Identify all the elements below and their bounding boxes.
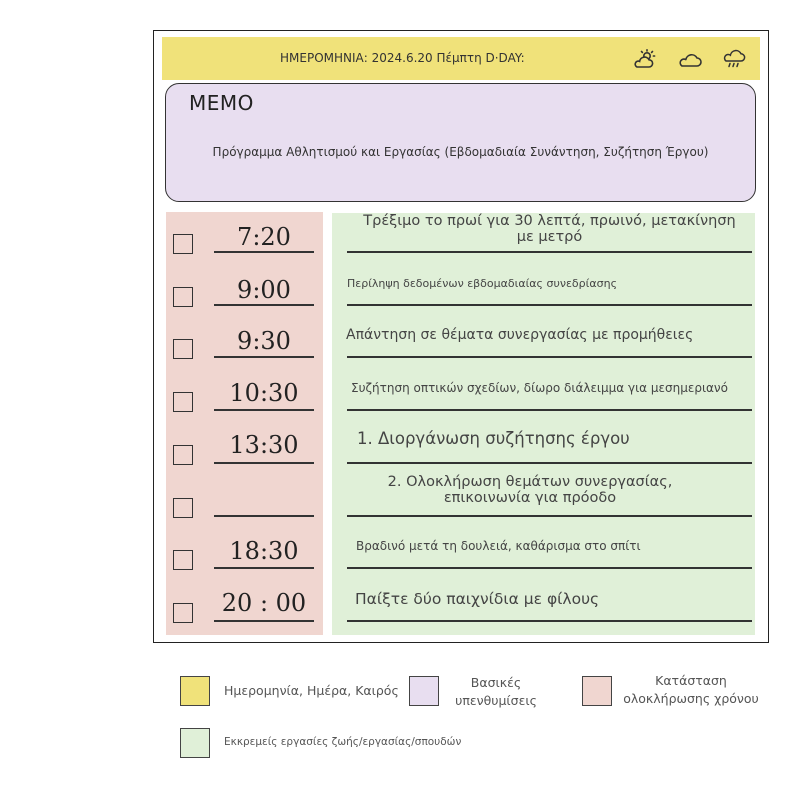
task-text: Παίξτε δύο παιχνίδια με φίλους [355, 590, 600, 608]
time-underline [214, 462, 314, 464]
task-checkbox[interactable] [173, 498, 193, 518]
task-underline [347, 304, 752, 306]
task-underline [347, 409, 752, 411]
task-underline [347, 251, 752, 253]
task-checkbox[interactable] [173, 392, 193, 412]
task-underline [347, 356, 752, 358]
legend-swatch-time-status [582, 676, 612, 706]
task-text: Βραδινό μετά τη δουλειά, καθάρισμα στο σπίτι [356, 539, 641, 553]
legend-label-reminders: Βασικές υπενθυμίσεις [455, 675, 537, 708]
sun-cloud-icon[interactable] [632, 49, 658, 69]
cloud-rain-icon[interactable] [721, 49, 747, 69]
task-checkbox[interactable] [173, 339, 193, 359]
time-slot: 7:20 [237, 223, 291, 251]
time-underline [214, 620, 314, 622]
memo-title: MEMO [189, 91, 254, 115]
time-underline [214, 515, 314, 517]
task-text: 2. Ολοκλήρωση θεμάτων συνεργασίας, επικοινωνία για πρόοδο [387, 474, 673, 506]
task-checkbox[interactable] [173, 550, 193, 570]
time-slot: 13:30 [229, 431, 299, 459]
task-text: Περίληψη δεδομένων εβδομαδιαίας συνεδρίασης [347, 277, 618, 290]
memo-text: Πρόγραμμα Αθλητισμού και Εργασίας (Εβδομαδιαία Συνάντηση, Συζήτηση Έργου) [212, 145, 709, 159]
time-slot: 20 : 00 [221, 589, 307, 617]
time-slot: 10:30 [229, 379, 299, 407]
task-underline [347, 515, 752, 517]
time-slot: 9:30 [237, 327, 291, 355]
task-underline [347, 462, 752, 464]
task-text: Απάντηση σε θέματα συνεργασίας με προμήθειες [346, 327, 694, 343]
task-checkbox[interactable] [173, 234, 193, 254]
time-slot: 9:00 [237, 276, 291, 304]
time-underline [214, 251, 314, 253]
date-weather-header [162, 37, 760, 80]
memo-box [165, 83, 756, 202]
time-slot: 18:30 [229, 537, 299, 565]
task-checkbox[interactable] [173, 603, 193, 623]
legend-label-date: Ημερομηνία, Ημέρα, Καιρός [224, 683, 399, 698]
task-checkbox[interactable] [173, 287, 193, 307]
time-underline [214, 409, 314, 411]
legend-swatch-reminders [409, 676, 439, 706]
task-text: Τρέξιμο το πρωί για 30 λεπτά, πρωινό, μετακίνηση με μετρό [363, 213, 736, 245]
date-line: ΗΜΕΡΟΜΗΝΙΑ: 2024.6.20 Πέμπτη D·DAY: [280, 51, 525, 65]
task-text: 1. Διοργάνωση συζήτησης έργου [357, 429, 630, 448]
legend-label-time-status: Κατάσταση ολοκλήρωσης χρόνου [623, 673, 759, 706]
task-text: Συζήτηση οπτικών σχεδίων, δίωρο διάλειμμα για μεσημεριανό [351, 381, 728, 395]
cloud-icon[interactable] [677, 49, 703, 69]
task-underline [347, 620, 752, 622]
time-underline [214, 304, 314, 306]
time-underline [214, 567, 314, 569]
task-underline [347, 567, 752, 569]
legend-swatch-date [180, 676, 210, 706]
legend-label-tasks: Εκκρεμείς εργασίες ζωής/εργασίας/σπουδών [224, 736, 462, 748]
legend-swatch-tasks [180, 728, 210, 758]
time-underline [214, 356, 314, 358]
task-checkbox[interactable] [173, 445, 193, 465]
